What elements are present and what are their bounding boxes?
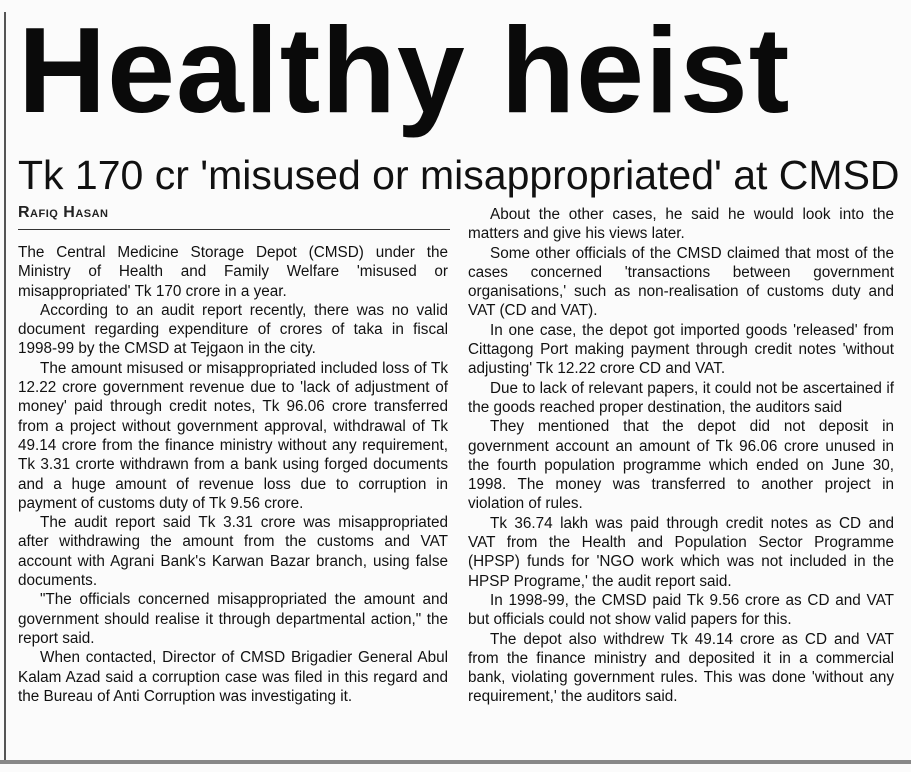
paragraph: In one case, the depot got imported goods 'released' from Cittagong Port making payment through credit notes 'without adjusting' Tk 12.22 crore CD and VAT. <box>468 321 894 378</box>
paragraph: "The officials concerned misappropriated the amount and government should realise it through departmental action," the report said. <box>18 591 448 647</box>
left-column <box>18 243 448 706</box>
paragraph: Tk 36.74 lakh was paid through credit notes as CD and VAT from the Health and Population Sector Programme (HPSP) funds for 'NGO work which was not included in the HPSP Programe,' the audit report said. <box>468 514 894 590</box>
byline: Rafiq Hasan <box>18 204 109 221</box>
byline-divider <box>18 229 450 230</box>
paragraph: In 1998-99, the CMSD paid Tk 9.56 crore as CD and VAT but officials could not show valid papers for this. <box>468 591 894 629</box>
subheadline: Tk 170 cr 'misused or misappropriated' at CMSD <box>18 152 900 198</box>
paragraph: According to an audit report recently, there was no valid document regarding expenditure of crores of taka in fiscal 1998-99 by the CMSD at Tejgaon in the city. <box>18 301 448 358</box>
paragraph: The Central Medicine Storage Depot (CMSD) under the Ministry of Health and Family Welfare 'misused or misappropriated' Tk 170 crore in a year. <box>18 244 448 300</box>
paragraph: When contacted, Director of CMSD Brigadier General Abul Kalam Azad said a corruption case was filed in this regard and the Bureau of Anti Corruption was investigating it. <box>18 649 448 705</box>
paragraph: They mentioned that the depot did not deposit in government account an amount of Tk 96.06 crore unused in the fourth population programme which ended on June 30, 1998. The money was transferred to another project in violation of rules. <box>468 418 894 513</box>
paragraph: The audit report said Tk 3.31 crore was misappropriated after withdrawing the amount from the customs and VAT account with Agrani Bank's Karwan Bazar branch, using false documents. <box>18 514 448 590</box>
bottom-border-rule <box>0 760 911 764</box>
paragraph: About the other cases, he said he would look into the matters and give his views later. <box>468 206 894 243</box>
headline: Healthy heist <box>18 2 791 138</box>
paragraph: The amount misused or misappropriated included loss of Tk 12.22 crore government revenue due to 'lack of adjustment of money' paid through credit notes, Tk 96.06 crore transferred from a project without government approval, withdrawal of Tk 49.14 crore from the finance ministry without any requirement, Tk 3.31 crorte withdrawn from a bank using forged documents and a huge amount of revenue loss due to corruption in payment of customs duty of Tk 9.56 crore. <box>18 359 448 512</box>
paragraph: The depot also withdrew Tk 49.14 crore as CD and VAT from the finance ministry and deposited it in a commercial bank, violating government rules. This was done 'without any requirement,' the auditors said. <box>468 630 894 706</box>
right-column <box>468 205 894 707</box>
paragraph: Due to lack of relevant papers, it could not be ascertained if the goods reached proper destination, the auditors said <box>468 379 894 416</box>
paragraph: Some other officials of the CMSD claimed that most of the cases concerned 'transactions between government organisations,' such as non-realisation of customs duty and VAT (CD and VAT). <box>468 244 894 320</box>
left-border-rule <box>4 12 6 760</box>
